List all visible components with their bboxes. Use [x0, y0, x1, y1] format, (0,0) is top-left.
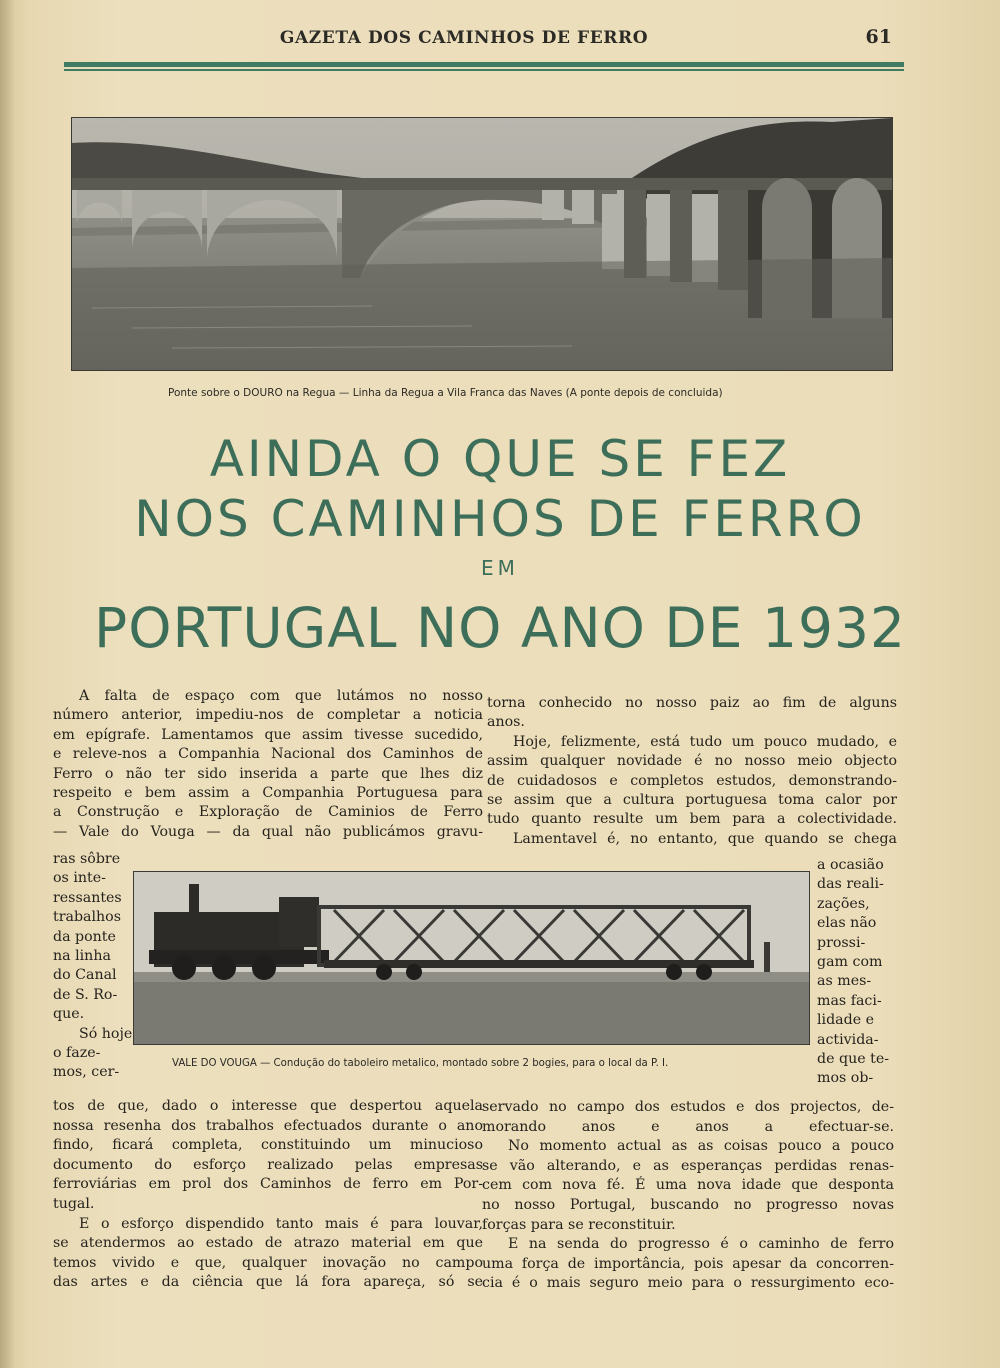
text-line: mas faci-	[817, 992, 882, 1009]
text-line: uma força de importância, pois apesar da concorren-	[482, 1255, 894, 1272]
text-line: servado no campo dos estudos e dos projectos, de-	[482, 1099, 894, 1115]
text-line: assim qualquer novidade é no nosso meio objecto	[487, 753, 897, 770]
header-rule	[64, 62, 904, 67]
locomotive-photo-image	[134, 872, 809, 1044]
text-line: anos.	[487, 714, 525, 731]
text-line: ressantes	[53, 889, 122, 906]
text-line: os inte-	[53, 870, 106, 887]
header-rule-thin	[64, 69, 904, 71]
text-line: das reali-	[817, 876, 884, 893]
text-line: documento do esforço realizado pelas empresas	[53, 1156, 483, 1173]
page-binding-edge	[0, 0, 14, 1368]
text-line: cem com nova fé. É uma nova idade que desponta	[482, 1177, 894, 1194]
text-line: no nosso Portugal, buscando no progresso novas	[482, 1197, 894, 1213]
text-line: se atendermos ao estado de atrazo material em que	[53, 1235, 483, 1252]
text-line: No momento actual as as coisas pouco a pouco	[508, 1138, 894, 1155]
journal-title: GAZETA DOS CAMINHOS DE FERRO	[279, 28, 649, 48]
headline-line-2: NOS CAMINHOS DE FERRO	[134, 490, 866, 548]
text-line: mos ob-	[817, 1070, 874, 1087]
headline-line-3: EM	[481, 556, 519, 580]
page-number: 61	[865, 26, 892, 48]
text-line: ferroviárias em prol dos Caminhos de ferro em Por-	[53, 1176, 483, 1193]
text-line: a Construção e Exploração de Caminios de Ferro	[53, 804, 483, 821]
text-line: forças para se reconstituir.	[482, 1216, 676, 1233]
text-line: cia é o mais seguro meio para o ressurgimento eco-	[482, 1275, 894, 1292]
text-line: activida-	[817, 1031, 879, 1048]
text-line: nossa resenha dos trabalhos efectuados durante o ano	[53, 1117, 483, 1134]
locomotive-photo	[133, 871, 810, 1045]
text-line: tos de que, dado o interesse que despertou aquela	[53, 1098, 483, 1114]
text-line: se assim que a cultura portuguesa toma calor por	[487, 792, 897, 808]
text-line: elas não	[817, 915, 877, 932]
text-line: morando anos e anos a efectuar-se.	[482, 1118, 894, 1135]
text-line: respeito e bem assim a Companhia Portuguesa para	[53, 785, 483, 801]
text-line: Ferro o não ter sido inserida a parte que lhes diz	[53, 765, 483, 782]
text-line: lidade e	[817, 1012, 874, 1029]
text-line: findo, ficará completa, constituindo um minucioso	[53, 1137, 483, 1154]
text-line: que.	[53, 1006, 85, 1023]
text-line: se vão alterando, e as esperanças perdidas renas-	[482, 1157, 894, 1174]
text-line: prossi-	[817, 934, 866, 951]
bridge-photo-caption: Ponte sobre o DOURO na Regua — Linha da Regua a Vila Franca das Naves (A ponte depois de concluida)	[168, 387, 723, 399]
text-line: E o esforço dispendido tanto mais é para louvar,	[79, 1215, 483, 1232]
bridge-photo	[71, 117, 893, 371]
text-line: torna conhecido no nosso paiz ao fim de alguns	[487, 695, 897, 711]
text-line: A falta de espaço com que lutámos no nosso	[79, 688, 483, 704]
text-line: do Canal	[53, 967, 117, 984]
text-line: temos vivido e que, qualquer inovação no campo	[53, 1254, 483, 1271]
locomotive-photo-caption: VALE DO VOUGA — Condução do taboleiro metalico, montado sobre 2 bogies, para o local da P. I.	[172, 1058, 669, 1069]
text-line: na linha	[53, 948, 111, 964]
text-line: tudo quanto resulte um bem para a colectividade.	[487, 811, 897, 828]
text-line: de cuidadosos e completos estudos, demonstrando-	[487, 772, 897, 789]
text-line: — Vale do Vouga — da qual não publicámos gravu-	[53, 823, 483, 840]
text-line: número anterior, impediu-nos de completar a noticia	[53, 707, 483, 724]
text-line: zações,	[817, 895, 870, 912]
text-line: mos, cer-	[53, 1064, 120, 1081]
headline-line-4: PORTUGAL NO ANO DE 1932	[94, 596, 906, 660]
text-line: Lamentavel é, no entanto, que quando se chega	[513, 830, 897, 847]
text-line: tugal.	[53, 1196, 95, 1212]
text-line: de S. Ro-	[53, 986, 118, 1003]
running-head	[64, 28, 904, 58]
text-line: o faze-	[53, 1045, 101, 1061]
text-line: as mes-	[817, 973, 872, 990]
text-line: trabalhos	[53, 909, 121, 926]
text-line: em epígrafe. Lamentamos que assim tivesse sucedido,	[53, 726, 483, 743]
text-line: ras sôbre	[53, 851, 121, 867]
text-line: a ocasião	[817, 857, 884, 873]
headline-line-1: AINDA O QUE SE FEZ	[209, 430, 791, 488]
text-line: e releve-nos a Companhia Nacional dos Caminhos de	[53, 746, 483, 763]
bridge-photo-image	[72, 118, 892, 370]
text-line: da ponte	[53, 928, 116, 945]
text-line: de que te-	[817, 1051, 890, 1067]
text-line: Só hoje	[79, 1025, 133, 1042]
text-line: E na senda do progresso é o caminho de ferro	[508, 1236, 894, 1253]
text-line: Hoje, felizmente, está tudo um pouco mudado, e	[513, 733, 897, 750]
text-line: gam com	[817, 954, 883, 970]
text-line: das artes e da ciência que lá fora apareça, só se	[53, 1274, 483, 1291]
